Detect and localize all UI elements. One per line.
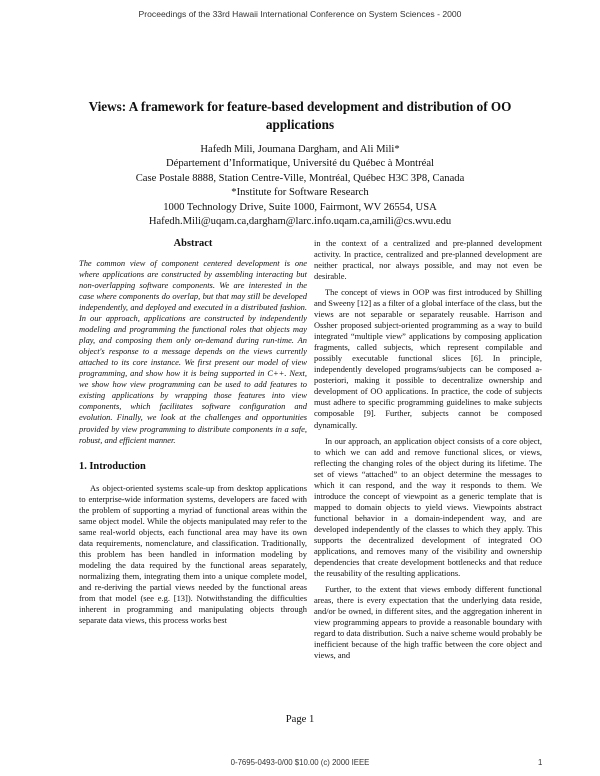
intro-paragraph: As object-oriented systems scale-up from desktop applications to enterprise-wide information systems, developers are faced with the problem of supporting a myriad of functional areas within the same object model. While the objects manipulated may refer to the same real-world objects, each functional area may have its own data requirements, nomenclature, and classification. Traditionally, this problem has been handled in information modeling by modeling the data required by the functional areas separately, normalizing them, integrating them into a unique complete model, and re-deriving the partial views needed by the functional areas from that model (see e.g. [13]). Notwithstanding the difficulties inherent in programming and manipulating objects through separate data views, this process works best bbox=[79, 482, 307, 625]
affiliation-line: Département d’Informatique, Université du Québec à Montréal bbox=[166, 158, 434, 170]
abstract-paragraph: The common view of component centered development is one where applications are constructed by assembling interacting but non-overlapping software components. We are interested in the case where components do overlap, but that may still be developed independently, and deployed and executed in a distributed fashion. In our approach, applications are constructed by independently modeling and programming the functional roles that objects may play, and composing them only on-demand during run-time. An object's response to a message depends on the views currently attached to its core instance. We first present our model of view programming, and show how it is being supported in C++. Next, we show how view programming can be used to add features to existing applications by wrapping those features into view components, which facilitates software configuration and evolution. Finally, we look at the challenges and opportunities provided by view programming to distribute components in a safe, robust, and efficient manner. bbox=[79, 258, 307, 445]
left-column bbox=[79, 238, 307, 626]
affiliation-line: 1000 Technology Drive, Suite 1000, Fairmont, WV 26554, USA bbox=[163, 201, 437, 213]
body-paragraph: The concept of views in OOP was first introduced by Shilling and Sweeny [12] as a filter of a global interface of the class, but the views are not separable or separately reusable. Harrison and Ossher proposed subject-oriented programming as a way to build integrated “multiple view” applications by composing application fragments, called subjects, which represent compilable and possibly executable functional slices [6]. In principle, independently developed programs/subjects can be composed a-posteriori, making it possible to decentralize ownership and development of OO applications. In practice, the code of subjects must adhere to specific programming guidelines to make subjects composable [9]. Further, subjects cannot be composed dynamically. bbox=[314, 287, 542, 430]
author-emails: Hafedh.Mili@uqam.ca,dargham@larc.info.uqam.ca,amili@cs.wvu.edu bbox=[148, 216, 452, 228]
affiliation-line: *Institute for Software Research bbox=[231, 187, 369, 199]
running-head: Proceedings of the 33rd Hawaii International Conference on System Sciences - 2000 bbox=[138, 9, 462, 19]
page-label: Page 1 bbox=[285, 714, 315, 725]
footer-copyright: 0-7695-0493-0/00 $10.00 (c) 2000 IEEE bbox=[230, 758, 370, 767]
body-paragraph: In our approach, an application object consists of a core object, to which we can add and remove functional slices, or views, reflecting the changing roles of the object during its lifetime. The set of views “attached” to an object determine the messages to which it can respond, and the way it responds to them. We introduce the concept of viewpoint as a generic template that is mapped to domain objects to yield views. Viewpoints abstract functional behavior in a domain-independent way, and are developed independently of the classes to which they apply. This supports the decentralized development of integrated OO applications, and removes many of the visibility and ownership dependencies that create development bottlenecks and that reduce the reusability of the resulting applications. bbox=[314, 435, 542, 578]
author-names: Hafedh Mili, Joumana Dargham, and Ali Mili* bbox=[200, 144, 400, 155]
abstract-heading: Abstract bbox=[173, 238, 213, 249]
footer-page-number: 1 bbox=[538, 758, 543, 767]
affiliation-line: Case Postale 8888, Station Centre-Ville, Montréal, Québec H3C 3P8, Canada bbox=[135, 172, 465, 184]
author-block bbox=[60, 143, 540, 229]
body-paragraph: Further, to the extent that views embody different functional areas, there is every expectation that the underlying data reside, and/or be owned, in different sites, and the aggregation inherent in view programming appears to provide a reasonable boundary with regard to data distribution. Such a naive scheme would probably be inefficient because of the high traffic between the core object and views, and bbox=[314, 583, 542, 661]
abstract-text bbox=[79, 258, 307, 446]
right-column bbox=[314, 238, 542, 661]
paper-title: Views: A framework for feature-based development and distribution of OO applications bbox=[88, 99, 512, 132]
body-paragraph: in the context of a centralized and pre-planned development activity. In practice, centralized and pre-planned development are neither practical, nor always possible, and may not even be desirable. bbox=[314, 238, 542, 282]
section-heading-introduction: 1. Introduction bbox=[79, 460, 146, 472]
